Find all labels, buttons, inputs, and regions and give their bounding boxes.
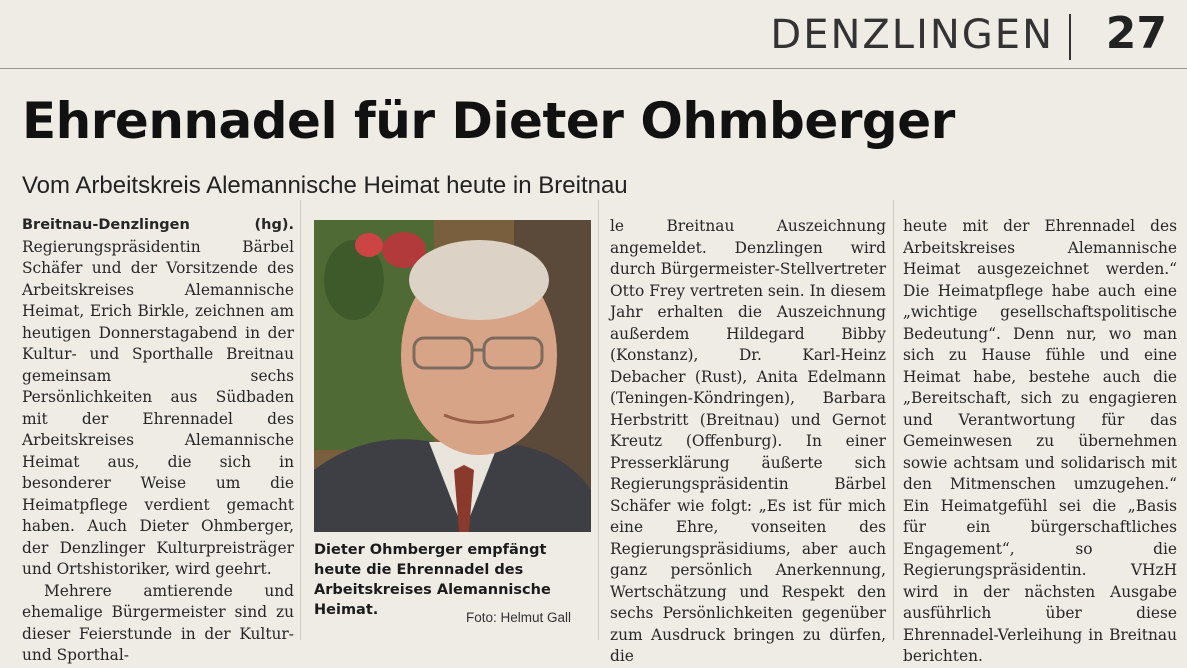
masthead xyxy=(0,0,1187,72)
paragraph-text: Regierungspräsidentin Bärbel Schäfer und der Vorsitzende des Arbeitskreises Alemannische Heimat, Erich Birkle, zeichnen am heutigen Donnerstagabend in der Kultur- und Sporthalle Breitnau gemeinsam sechs Persönlichkeiten aus Südbaden mit der Ehrennadel des Arbeitskreises Alemannische Heimat aus, die sich in besonderer Weise um die Heimatpflege verdient gemacht haben. Auch Dieter Ohmberger, der Denzlinger Kulturpreisträger und Ortshistoriker, wird geehrt. xyxy=(22,237,294,578)
article-column-1 xyxy=(22,214,294,667)
photo-caption: Dieter Ohmberger empfängt heute die Ehrennadel des Arbeitskreises Alemannische Heimat. xyxy=(314,542,551,618)
dateline: Breitnau-Denzlingen (hg). xyxy=(22,217,294,233)
article-headline: Ehrennadel für Dieter Ohmberger xyxy=(22,92,955,150)
masthead-separator xyxy=(1069,14,1071,60)
article-subheadline: Vom Arbeitskreis Alemannische Heimat heute in Breitnau xyxy=(22,172,628,199)
paragraph: le Breitnau Auszeichnung angemeldet. Denzlingen wird durch Bürgermeister-Stellvertreter Otto Frey vertreten sein. In diesem Jahr erhalten die Auszeichnung außerdem Hildegard Bibby (Konstanz), Dr. Karl-Heinz Debacher (Rust), Anita Edelmann (Teningen-Köndringen), Barbara Herbstritt (Breitnau) und Gernot Kreutz (Offenburg). In einer Presserklärung äußerte sich Regierungspräsidentin Bärbel Schäfer wie folgt: „Es ist für mich eine Ehre, vonseiten des Regierungspräsidiums, aber auch ganz persönlich Anerkennung, Wertschätzung und Respekt den sechs Persönlichkeiten gegenüber zum Ausdruck bringen zu dürfen, die xyxy=(610,217,886,665)
column-rule xyxy=(300,200,301,640)
section-title: DENZLINGEN xyxy=(770,12,1054,58)
masthead-rule xyxy=(0,68,1187,69)
article-column-3 xyxy=(610,216,886,668)
article-column-4 xyxy=(903,216,1177,668)
portrait-photo xyxy=(314,220,591,532)
column-rule xyxy=(598,200,599,640)
column-rule xyxy=(893,200,894,640)
paragraph: Mehrere amtierende und ehemalige Bürgermeister sind zu dieser Feierstunde in der Kultur- und Sporthal- xyxy=(22,581,294,664)
paragraph xyxy=(22,214,294,581)
page-number: 27 xyxy=(1105,8,1167,59)
paragraph: heute mit der Ehrennadel des Arbeitskreises Alemannische Heimat ausgezeichnet werden.“ Die Heimatpflege habe auch eine „wichtige gesellschaftspolitische Bedeutung“. Denn nur, wo man sich zu Hause fühle und eine Heimat habe, bestehe auch die „Bereitschaft, sich zu engagieren und Verantwortung für das Gemeinwesen zu übernehmen sowie achtsam und solidarisch mit den Mitmenschen umzugehen.“ Ein Heimatgefühl sei die „Basis für ein bürgerschaftliches Engagement“, so die Regierungspräsidentin. VHzH wird in der nächsten Ausgabe ausführlich über diese Ehrennadel-Verleihung in Breitnau berichten. xyxy=(903,217,1177,665)
photo-credit: Foto: Helmut Gall xyxy=(466,610,572,625)
article-photo xyxy=(314,220,591,532)
